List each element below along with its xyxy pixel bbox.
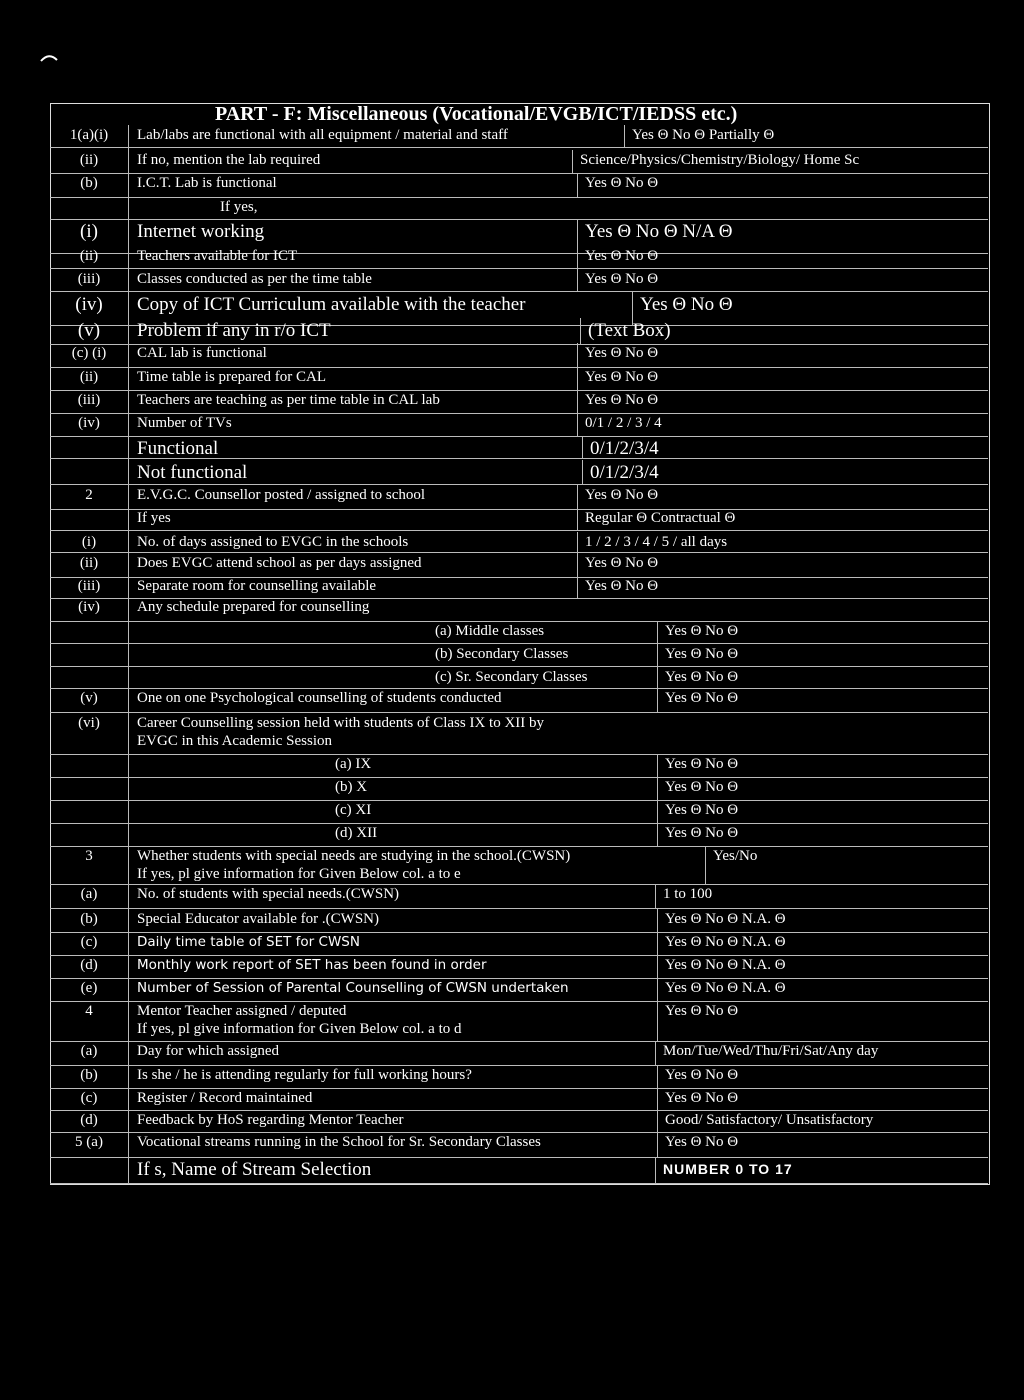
- corner-mark-icon: [40, 52, 58, 62]
- value-column-divider: [582, 436, 583, 458]
- table-row: [50, 173, 988, 198]
- row-label: Mentor Teacher assigned / deputed: [137, 1003, 347, 1019]
- row-number: (iii): [77, 392, 101, 408]
- table-row: [50, 955, 988, 979]
- table-row: [50, 823, 988, 847]
- row-number: (v): [77, 320, 101, 341]
- value-column-divider: [577, 246, 578, 268]
- value-column-divider: [657, 955, 658, 978]
- row-value[interactable]: 0/1/2/3/4: [590, 462, 659, 483]
- value-column-divider: [657, 1088, 658, 1110]
- row-value[interactable]: Yes Θ No Θ: [585, 369, 659, 385]
- row-number: (b): [80, 1067, 98, 1083]
- row-value[interactable]: Yes Θ No Θ: [585, 487, 659, 503]
- table-row: [50, 978, 988, 1002]
- row-number: (c): [80, 934, 98, 950]
- row-number: (c) (i): [71, 345, 107, 361]
- row-value[interactable]: 0/1 / 2 / 3 / 4: [585, 415, 662, 431]
- table-row: [50, 532, 988, 553]
- row-number: (i): [81, 534, 97, 550]
- table-row: [50, 754, 988, 778]
- row-label: If yes,: [220, 199, 258, 215]
- row-value[interactable]: Yes Θ No Θ: [665, 669, 739, 685]
- row-label: Time table is prepared for CAL: [137, 369, 326, 385]
- row-value[interactable]: 0/1/2/3/4: [590, 438, 659, 459]
- row-label: (b) X: [335, 779, 368, 795]
- row-label: CAL lab is functional: [137, 345, 267, 361]
- row-value[interactable]: Yes Θ No Θ: [665, 802, 739, 818]
- table-row: [50, 269, 988, 292]
- row-label: Special Educator available for .(CWSN): [137, 911, 379, 927]
- table-row: [50, 150, 988, 174]
- row-number: (a): [80, 886, 98, 902]
- row-number: (iv): [78, 599, 100, 615]
- value-column-divider: [577, 508, 578, 530]
- row-label: One on one Psychological counselling of students conducted: [137, 690, 502, 706]
- value-column-divider: [577, 343, 578, 367]
- row-label: Not functional: [137, 462, 248, 483]
- row-value[interactable]: Yes Θ No Θ: [585, 248, 659, 264]
- value-column-divider: [657, 1065, 658, 1088]
- table-row: [50, 460, 988, 485]
- row-label: Register / Record maintained: [137, 1090, 313, 1106]
- row-value[interactable]: Yes Θ No Θ N.A. Θ: [665, 957, 786, 973]
- row-value[interactable]: Yes Θ No Θ: [665, 623, 739, 639]
- table-row: [50, 688, 988, 713]
- table-row: [50, 436, 988, 459]
- row-number: 2: [85, 487, 93, 503]
- row-number: (iv): [78, 415, 100, 431]
- table-row: [50, 413, 988, 437]
- table-row: [50, 508, 988, 531]
- row-value[interactable]: Yes Θ No Θ N.A. Θ: [665, 934, 786, 950]
- row-number: 4: [85, 1003, 93, 1019]
- value-column-divider: [577, 485, 578, 509]
- row-value[interactable]: Yes Θ No Θ: [665, 779, 739, 795]
- value-column-divider: [657, 1132, 658, 1157]
- value-column-divider: [657, 777, 658, 800]
- row-value[interactable]: Yes Θ No Θ: [665, 1067, 739, 1083]
- row-label: Daily time table of SET for CWSN: [137, 934, 360, 950]
- value-column-divider: [657, 1110, 658, 1132]
- row-value[interactable]: Yes Θ No Θ Partially Θ: [632, 127, 775, 143]
- value-column-divider: [705, 846, 706, 884]
- value-column-divider: [582, 460, 583, 484]
- row-label: Does EVGC attend school as per days assigned: [137, 555, 422, 571]
- row-label: E.V.G.C. Counsellor posted / assigned to school: [137, 487, 426, 503]
- row-value[interactable]: Yes Θ No Θ: [665, 756, 739, 772]
- table-row: [50, 621, 988, 644]
- row-number: (v): [80, 690, 98, 706]
- row-label: Any schedule prepared for counselling: [137, 599, 370, 615]
- row-number: (a): [80, 1043, 98, 1059]
- row-value[interactable]: Yes Θ No Θ: [585, 271, 659, 287]
- row-label: Separate room for counselling available: [137, 578, 377, 594]
- row-label: Teachers are teaching as per time table in CAL lab: [137, 392, 440, 408]
- row-value[interactable]: Yes Θ No Θ: [665, 825, 739, 841]
- value-column-divider: [572, 150, 573, 173]
- row-value[interactable]: Yes Θ No Θ: [585, 345, 659, 361]
- value-column-divider: [657, 823, 658, 846]
- row-number: (b): [80, 175, 98, 191]
- table-row: [50, 1041, 988, 1066]
- table-row: [50, 485, 988, 510]
- row-number: (iv): [75, 294, 103, 315]
- row-label: Teachers available for ICT: [137, 248, 298, 264]
- table-row: [50, 1088, 988, 1111]
- value-column-divider: [577, 553, 578, 577]
- row-label: (d) XII: [335, 825, 378, 841]
- row-label: (c) Sr. Secondary Classes: [435, 669, 588, 685]
- table-row: [50, 197, 988, 220]
- table-row: [50, 246, 988, 269]
- row-number: (iii): [77, 578, 101, 594]
- row-label: Number of TVs: [137, 415, 232, 431]
- table-row: [50, 367, 988, 391]
- value-column-divider: [655, 1157, 656, 1183]
- row-label: Whether students with special needs are studying in the school.(CWSN): [137, 848, 571, 864]
- value-column-divider: [657, 621, 658, 643]
- value-column-divider: [657, 644, 658, 666]
- row-value[interactable]: 1 / 2 / 3 / 4 / 5 / all days: [585, 534, 728, 550]
- row-label: Is she / he is attending regularly for full working hours?: [137, 1067, 472, 1083]
- row-value[interactable]: Good/ Satisfactory/ Unsatisfactory: [665, 1112, 874, 1128]
- row-label: Lab/labs are functional with all equipment / material and staff: [137, 127, 508, 143]
- value-column-divider: [577, 173, 578, 197]
- table-row: [50, 1157, 988, 1184]
- value-column-divider: [657, 688, 658, 712]
- row-value[interactable]: 1 to 100: [663, 886, 713, 902]
- row-label: I.C.T. Lab is functional: [137, 175, 277, 191]
- row-label: Classes conducted as per the time table: [137, 271, 372, 287]
- row-number: 3: [85, 848, 93, 864]
- row-number: (c): [80, 1090, 98, 1106]
- value-column-divider: [577, 269, 578, 291]
- value-column-divider: [577, 390, 578, 413]
- row-label: No. of students with special needs.(CWSN): [137, 886, 400, 902]
- value-column-divider: [577, 532, 578, 552]
- row-number: (ii): [79, 152, 99, 168]
- value-column-divider: [657, 667, 658, 688]
- row-number: 1(a)(i): [69, 127, 109, 143]
- table-row: [50, 644, 988, 667]
- table-row: [50, 553, 988, 578]
- row-label: Day for which assigned: [137, 1043, 280, 1059]
- table-row: [50, 777, 988, 801]
- table-row: [50, 846, 988, 885]
- row-value[interactable]: Yes Θ No Θ: [640, 294, 733, 315]
- row-label: (a) IX: [335, 756, 372, 772]
- value-column-divider: [577, 413, 578, 436]
- row-value[interactable]: Mon/Tue/Wed/Thu/Fri/Sat/Any day: [663, 1043, 879, 1059]
- table-row: [50, 576, 988, 599]
- table-row: [50, 1110, 988, 1133]
- row-label: No. of days assigned to EVGC in the schools: [137, 534, 409, 550]
- row-label-line2: If yes, pl give information for Given Below col. a to e: [137, 866, 461, 882]
- row-number: (i): [80, 221, 98, 242]
- row-value[interactable]: Yes Θ No Θ N.A. Θ: [665, 911, 786, 927]
- row-label: If no, mention the lab required: [137, 152, 321, 168]
- table-row: [50, 1065, 988, 1089]
- row-number: (vi): [78, 715, 100, 731]
- row-label: Internet working: [137, 221, 265, 242]
- row-label: If s, Name of Stream Selection: [137, 1159, 372, 1180]
- table-row: [50, 909, 988, 933]
- row-label: Functional: [137, 438, 219, 459]
- table-row: [50, 1001, 988, 1042]
- value-column-divider: [655, 884, 656, 908]
- row-label: Problem if any in r/o ICT: [137, 320, 331, 341]
- row-value[interactable]: Yes Θ No Θ: [665, 646, 739, 662]
- row-label: Feedback by HoS regarding Mentor Teacher: [137, 1112, 404, 1128]
- table-row: [50, 125, 988, 148]
- row-value[interactable]: Yes Θ No Θ: [665, 690, 739, 706]
- value-column-divider: [624, 125, 625, 147]
- row-number: (ii): [79, 369, 99, 385]
- table-row: [50, 1132, 988, 1158]
- table-row: [50, 884, 988, 909]
- row-value[interactable]: Yes Θ No Θ: [585, 578, 659, 594]
- value-column-divider: [657, 909, 658, 932]
- row-number: (d): [80, 1112, 98, 1128]
- row-number: 5 (a): [75, 1134, 103, 1150]
- row-value[interactable]: NUMBER 0 TO 17: [663, 1161, 793, 1177]
- table-row: [50, 800, 988, 824]
- row-value[interactable]: Yes Θ No Θ N/A Θ: [585, 221, 733, 242]
- row-value[interactable]: Yes Θ No Θ: [585, 392, 659, 408]
- row-label: Vocational streams running in the School for Sr. Secondary Classes: [137, 1134, 541, 1150]
- row-value[interactable]: (Text Box): [588, 320, 671, 341]
- row-number: (ii): [79, 555, 99, 571]
- row-value[interactable]: Yes Θ No Θ: [665, 1134, 739, 1150]
- row-label: Monthly work report of SET has been found in order: [137, 957, 487, 973]
- row-number: (ii): [79, 248, 99, 264]
- row-label: (a) Middle classes: [435, 623, 545, 639]
- row-label: (c) XI: [335, 802, 372, 818]
- row-label: Career Counselling session held with students of Class IX to XII by: [137, 715, 545, 731]
- page-title: PART - F: Miscellaneous (Vocational/EVGB/ICT/IEDSS etc.): [215, 103, 738, 125]
- table-row: [50, 597, 988, 622]
- row-label: Copy of ICT Curriculum available with the teacher: [137, 294, 526, 315]
- value-column-divider: [657, 978, 658, 1001]
- row-value[interactable]: Yes Θ No Θ: [665, 1003, 739, 1019]
- row-value[interactable]: Yes Θ No Θ: [665, 1090, 739, 1106]
- value-column-divider: [577, 576, 578, 598]
- table-row: [50, 390, 988, 414]
- table-row: [50, 713, 988, 755]
- table-row: [50, 667, 988, 689]
- row-value[interactable]: Yes/No: [713, 848, 758, 864]
- row-value[interactable]: Regular Θ Contractual Θ: [585, 510, 736, 526]
- row-label: (b) Secondary Classes: [435, 646, 569, 662]
- table-row: [50, 318, 988, 345]
- row-number: (b): [80, 911, 98, 927]
- value-column-divider: [657, 754, 658, 777]
- row-label: Number of Session of Parental Counselling of CWSN undertaken: [137, 980, 569, 996]
- row-value[interactable]: Yes Θ No Θ: [585, 555, 659, 571]
- row-value[interactable]: Yes Θ No Θ N.A. Θ: [665, 980, 786, 996]
- row-number: (iii): [77, 271, 101, 287]
- value-column-divider: [577, 367, 578, 390]
- value-column-divider: [655, 1041, 656, 1065]
- row-label-line2: If yes, pl give information for Given Below col. a to d: [137, 1021, 462, 1037]
- value-column-divider: [657, 932, 658, 955]
- value-column-divider: [657, 800, 658, 823]
- row-label: If yes: [137, 510, 171, 526]
- value-column-divider: [580, 318, 581, 344]
- row-value[interactable]: Yes Θ No Θ: [585, 175, 659, 191]
- row-label-line2: EVGC in this Academic Session: [137, 733, 332, 749]
- value-column-divider: [657, 1001, 658, 1041]
- row-number: (e): [80, 980, 98, 996]
- row-value[interactable]: Science/Physics/Chemistry/Biology/ Home Sc: [580, 152, 860, 168]
- table-row: [50, 343, 988, 368]
- table-row: [50, 932, 988, 956]
- row-number: (d): [80, 957, 98, 973]
